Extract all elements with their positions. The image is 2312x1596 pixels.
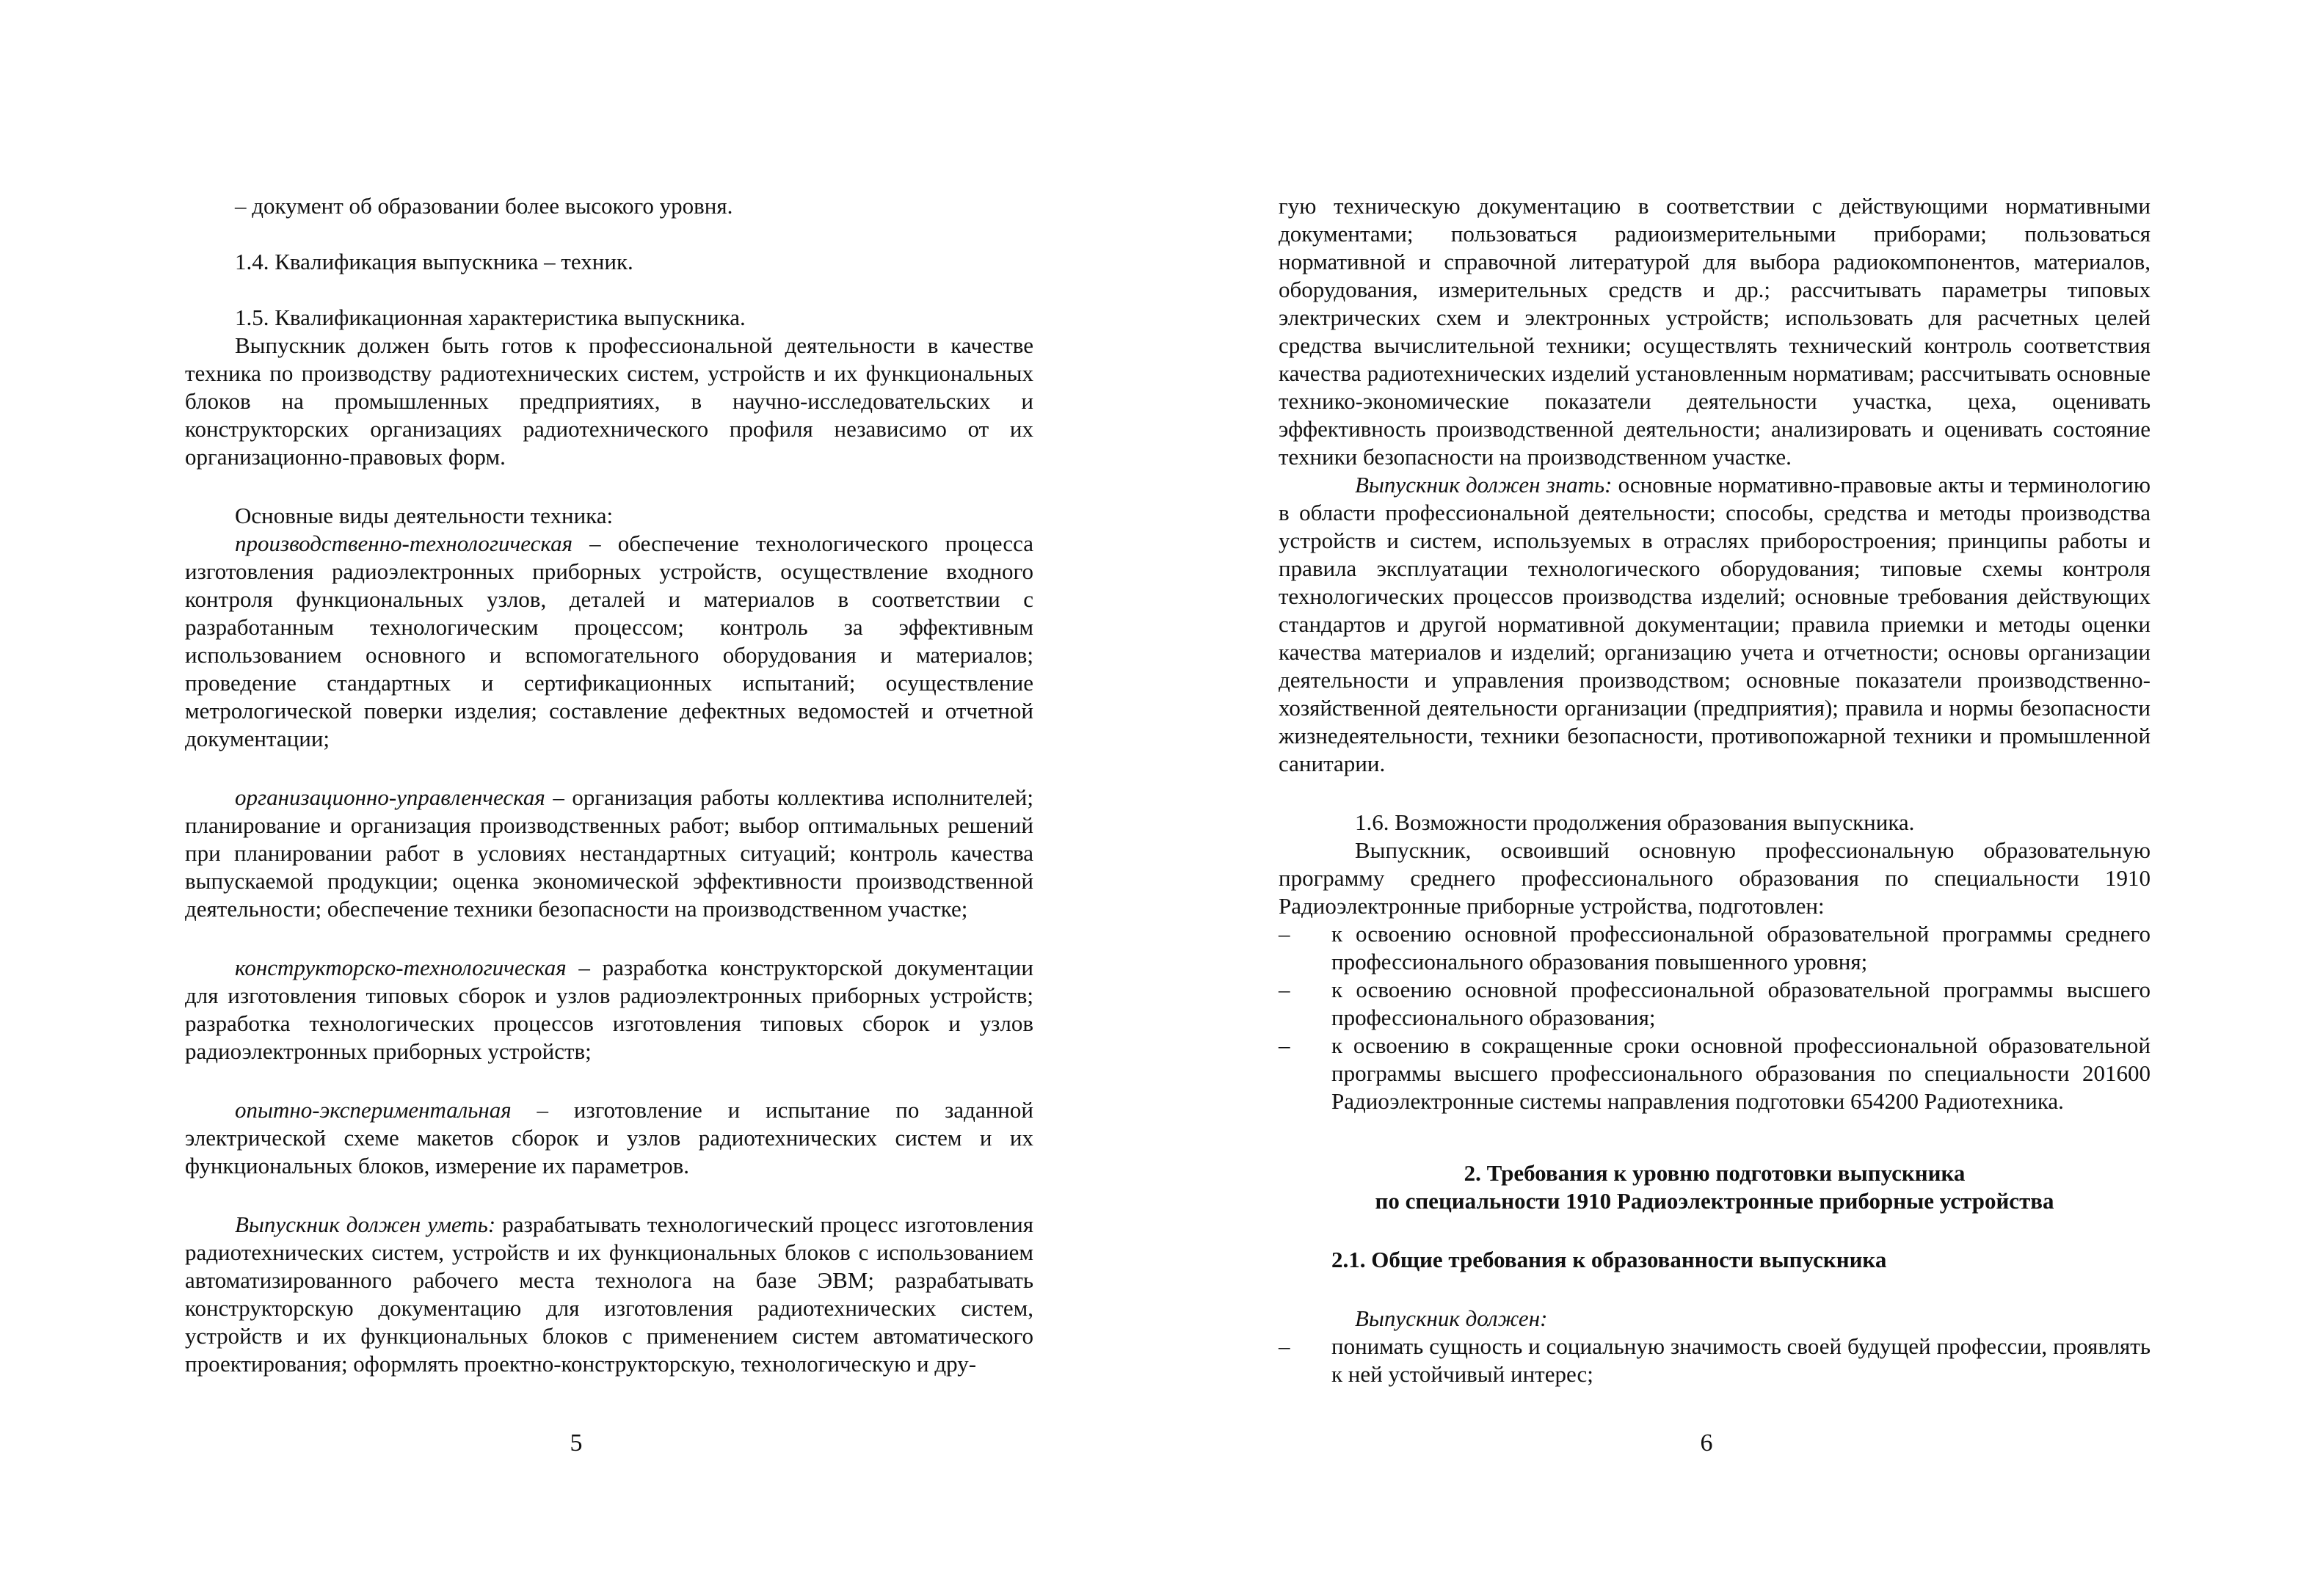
graduate-must-term: Выпускник должен: xyxy=(1355,1305,1548,1331)
list-item xyxy=(1279,1333,2151,1388)
page-6 xyxy=(1156,0,2312,1596)
activity-term: опытно-экспериментальная xyxy=(235,1097,512,1123)
knowledge-term: Выпускник должен знать: xyxy=(1355,472,1613,498)
paragraph-knowledge xyxy=(1279,471,2151,778)
page-number: 5 xyxy=(570,1429,583,1457)
section-2-1-heading: 2.1. Общие требования к образованности выпускника xyxy=(1331,1247,1887,1272)
list-item xyxy=(1279,920,2151,976)
dash-marker: – xyxy=(1279,921,1290,947)
page-6-text xyxy=(1279,192,2151,1388)
activity-description: – обеспечение технологического процесса изготовления радиоэлектронных приборных устройств, осуществление входного контроля функциональных узлов, деталей и материалов в соответствии с разработанным технологическим процессом; контроль за эффективным использованием основного и вспомогательного оборудования и материалов; проведение стандартных и сертификационных испытаний; осуществление метрологической поверки изделия; составление дефектных ведомостей и отчетной документации; xyxy=(185,531,1033,751)
paragraph-readiness: Выпускник должен быть готов к профессиональной деятельности в качестве техника по производству радиотехнических систем, устройств и их функциональных блоков на промышленных предприятиях, в научно-исследовательских и конструкторских организациях радиотехнического профиля независимо от их организационно-правовых форм. xyxy=(185,332,1033,470)
dash-marker: – xyxy=(1279,1032,1290,1058)
dash-marker: – xyxy=(1279,977,1290,1002)
graduate-must-label xyxy=(1279,1305,2151,1333)
paragraph-skills xyxy=(185,1211,1033,1378)
list-item-text: к освоению основной профессиональной образовательной программы среднего профессионального образования повышенного уровня; xyxy=(1331,921,2151,974)
section-1-4-qualification: 1.4. Квалификация выпускника – техник. xyxy=(235,249,633,274)
activity-description: – организация работы коллектива исполнителей; планирование и организация производственных работ; выбор оптимальных решений при планировании работ в условиях нестандартных ситуаций; контроль качества выпускаемой продукции; оценка экономической эффективности производственной деятельности; обеспечение техники безопасности на производственном участке; xyxy=(185,784,1033,922)
page-5-text xyxy=(185,192,1033,1378)
page-number: 6 xyxy=(1700,1429,1713,1457)
activity-term: производственно-технологическая xyxy=(235,531,572,556)
list-item-text: к освоению основной профессиональной образовательной программы высшего профессионального образования; xyxy=(1331,977,2151,1030)
paragraph-skills-continued: гую техническую документацию в соответствии с действующими нормативными документами; пользоваться радиоизмерительными приборами; пользоваться нормативной и справочной литературой для выбора радиокомпонентов, материалов, оборудования, измерительных средств и др.; рассчитывать параметры типовых электрических схем и электронных устройств; использовать для расчетных целей средства вычислительной техники; осуществлять технический контроль соответствия качества радиотехнических изделий установленным нормативам; рассчитывать основные технико-экономические показатели деятельности участка, цеха, оценивать эффективность производственной деятельности; анализировать и оценивать состояние техники безопасности на производственном участке. xyxy=(1279,193,2151,470)
paragraph-continuation: Выпускник, освоивший основную профессиональную образовательную программу среднего профессионального образования по специальности 1910 Радиоэлектронные приборные устройства, подготовлен: xyxy=(1279,837,2151,919)
activity-description: – изготовление и испытание по заданной электрической схеме макетов сборок и узлов радиотехнических систем и их функциональных блоков, измерение их параметров. xyxy=(185,1097,1033,1178)
section-1-6-heading: 1.6. Возможности продолжения образования выпускника. xyxy=(1355,809,1915,835)
list-item xyxy=(1279,976,2151,1032)
activity-description: – разработка конструкторской документации для изготовления типовых сборок и узлов радиоэлектронных приборных устройств; разработка технологических процессов изготовления типовых сборок и узлов радиоэлектронных приборных устройств; xyxy=(185,955,1033,1064)
skills-description: разрабатывать технологический процесс изготовления радиотехнических систем, устройств и их функциональных блоков с использованием автоматизированного рабочего места технолога на базе ЭВМ; разрабатывать конструкторскую документацию для изготовления радиотехнических систем, устройств и их функциональных блоков с применением систем автоматического проектирования; оформлять проектно-конструкторскую, технологическую и дру- xyxy=(185,1211,1034,1377)
activity-production-technological xyxy=(185,530,1033,753)
section-2-heading-line-2: по специальности 1910 Радиоэлектронные приборные устройства xyxy=(1375,1188,2054,1214)
paragraph-education-document: – документ об образовании более высокого уровня. xyxy=(235,193,733,219)
activity-design-technological xyxy=(185,954,1033,1065)
activity-term: конструкторско-технологическая xyxy=(235,955,567,980)
section-1-5-heading: 1.5. Квалификационная характеристика выпускника. xyxy=(235,305,746,330)
activity-organizational-managerial xyxy=(185,784,1033,923)
section-2-heading-line-1: 2. Требования к уровню подготовки выпускника xyxy=(1464,1160,1966,1186)
list-item xyxy=(1279,1032,2151,1115)
skills-term: Выпускник должен уметь: xyxy=(235,1211,496,1237)
dash-marker: – xyxy=(1279,1333,1290,1359)
activity-term: организационно-управленческая xyxy=(235,784,545,810)
knowledge-description: основные нормативно-правовые акты и терминологию в области профессиональной деятельности; способы, средства и методы производства устройств и систем, используемых в отраслях приборостроения; принципы работы и правила эксплуатации технологического оборудования; типовые схемы контроля технологических процессов производства изделий; основные требования действующих стандартов и другой нормативной документации; правила приемки и методы оценки качества материалов и изделий; организацию учета и отчетности; основы организации деятельности и управления производством; основные показатели производственно-хозяйственной деятельности организации (предприятия); правила и нормы безопасности жизнедеятельности, техники безопасности, противопожарной техники и промышленной санитарии. xyxy=(1279,472,2151,776)
activity-experimental xyxy=(185,1096,1033,1180)
list-item-text: к освоению в сокращенные сроки основной профессиональной образовательной программы высшего профессионального образования по специальности 201600 Радиоэлектронные системы направления подготовки 654200 Радиотехника. xyxy=(1331,1032,2151,1114)
paragraph-activity-types: Основные виды деятельности техника: xyxy=(235,503,614,528)
list-item-text: понимать сущность и социальную значимость своей будущей профессии, проявлять к ней устойчивый интерес; xyxy=(1331,1333,2151,1387)
